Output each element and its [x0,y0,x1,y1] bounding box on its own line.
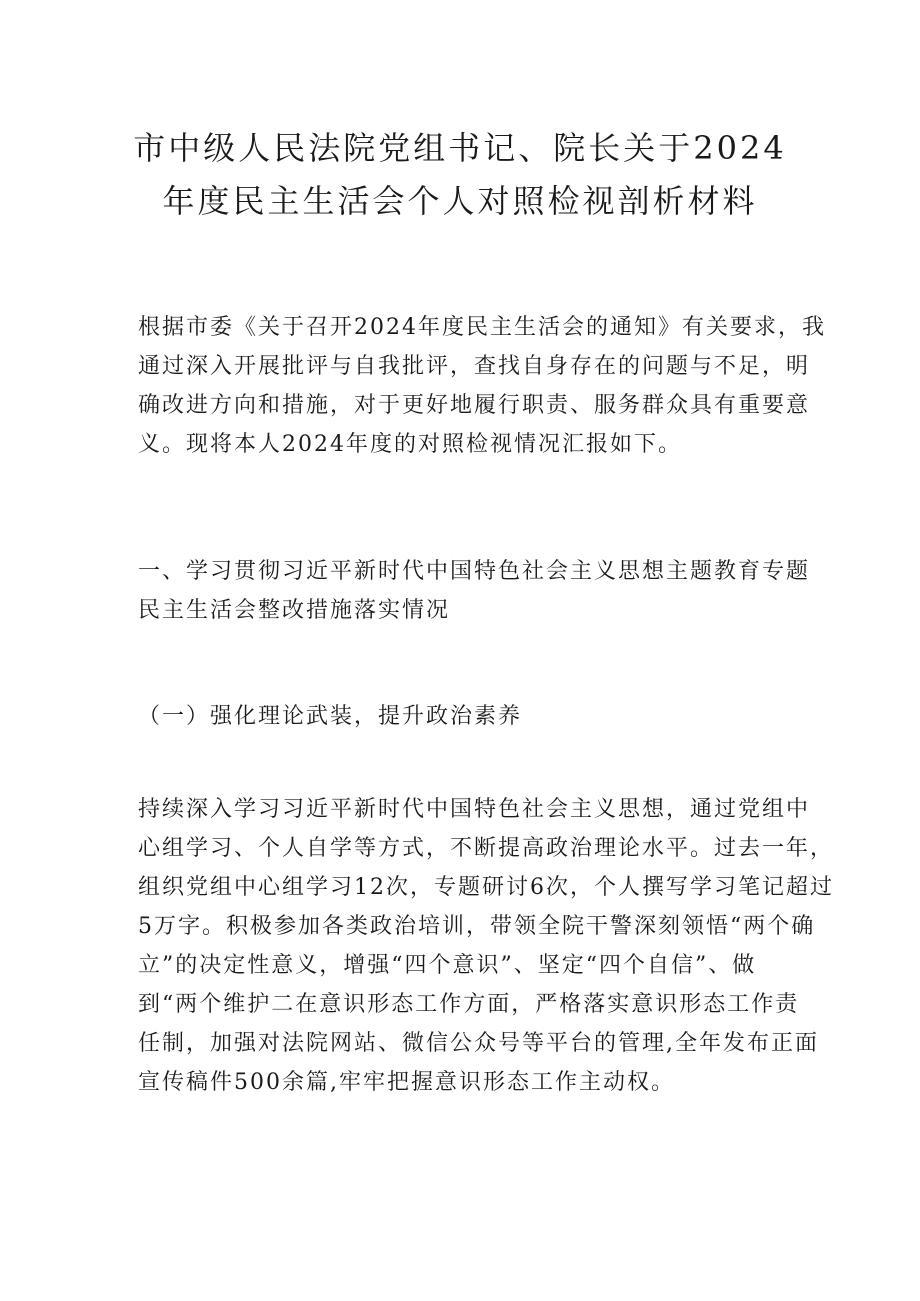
text-line: 5万字。积极参加各类政治培训，带领全院干警深刻领悟“两个确 [138,914,816,939]
document-title [120,122,800,228]
body-paragraph [138,790,835,1102]
section-heading [138,552,811,630]
subsection-heading [138,697,786,736]
text-line: 宣传稿件500余篇,牢牢把握意识形态工作主动权。 [138,1070,675,1095]
text-line: 民主生活会整改措施落实情况 [138,598,451,623]
text-line: 立”的决定性意义，增强“四个意识”、坚定“四个自信”、做 [138,953,757,978]
text-line: 确改进方向和措施，对于更好地履行职责、服务群众具有重要意 [138,393,811,418]
intro-paragraph [138,308,826,464]
text-line: 义。现将本人2024年度的对照检视情况汇报如下。 [138,432,682,457]
text-line: 持续深入学习习近平新时代中国特色社会主义思想，通过党组中 [138,797,811,822]
text-line: （一）强化理论武装，提升政治素养 [138,704,523,729]
text-line: 组织党组中心组学习12次，专题研讨6次，个人撰写学习笔记超过 [138,875,834,900]
title-line: 市中级人民法院党组书记、院长关于2024 [133,129,787,167]
title-line: 年度民主生活会个人对照检视剖析材料 [162,182,758,220]
text-line: 根据市委《关于召开2024年度民主生活会的通知》有关要求，我 [138,315,826,340]
text-line: 心组学习、个人自学等方式，不断提高政治理论水平。过去一年， [138,836,835,861]
text-line: 任制，加强对法院网站、微信公众号等平台的管理,全年发布正面 [138,1031,819,1056]
text-line: 通过深入开展批评与自我批评，查找自身存在的问题与不足，明 [138,354,811,379]
text-line: 一、学习贯彻习近平新时代中国特色社会主义思想主题教育专题 [138,559,811,584]
text-line: 到“两个维护二在意识形态工作方面，严格落实意识形态工作责 [138,992,800,1017]
